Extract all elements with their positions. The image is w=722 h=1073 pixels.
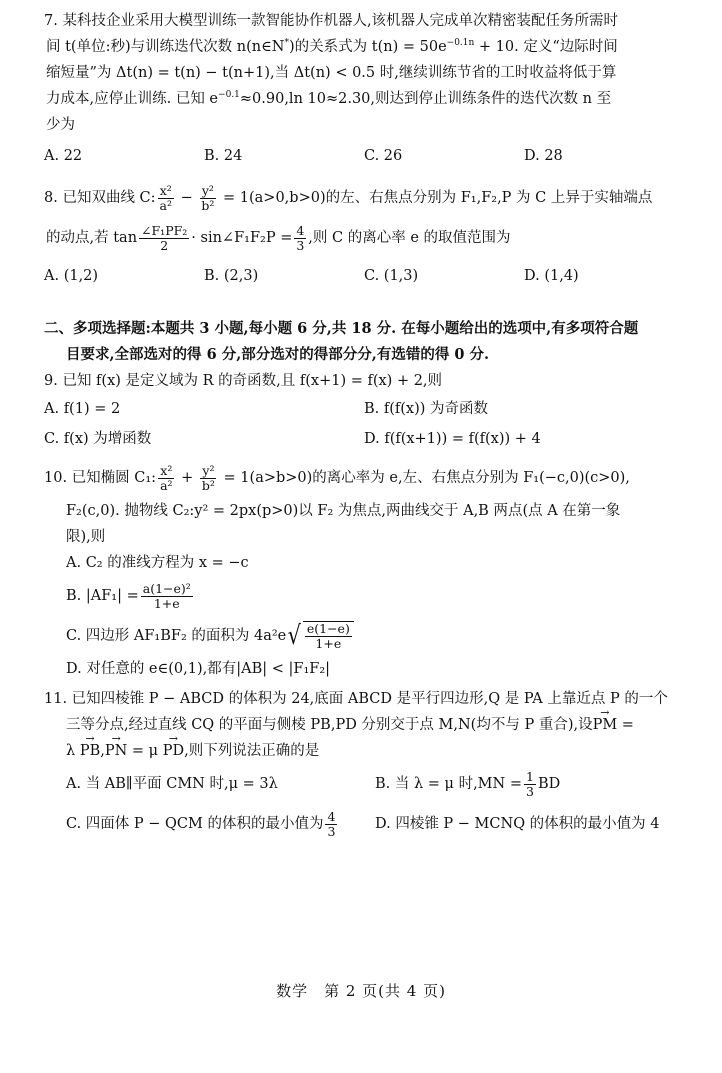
- q11-l3b: ,: [100, 743, 105, 759]
- q7-line-1: 7. 某科技企业采用大模型训练一款智能协作机器人,该机器人完成单次精密装配任务所需时: [44, 13, 619, 29]
- q8-l2b: · sin∠F₁F₂P =: [191, 230, 293, 246]
- q11-line-2: [44, 712, 684, 738]
- q10-optb-d: 1+e: [153, 595, 180, 611]
- q10-fx-n: x²: [160, 462, 173, 478]
- q11-vec-pb: → PB: [80, 738, 100, 764]
- q8-f43-n: 4: [296, 222, 305, 238]
- q7-options: [44, 142, 684, 170]
- q11-line-1: 11. 已知四棱锥 P − ABCD 的体积为 24,底面 ABCD 是平行四边形,Q 是 PA 上靠近点 P 的一个: [44, 691, 668, 707]
- q11-eq: =: [617, 717, 634, 733]
- q8-option-b: B. (2,3): [204, 268, 259, 284]
- q8-fx-d: a²: [159, 197, 173, 213]
- q7-l2sup: −0.1n: [446, 38, 475, 48]
- q11-optc-n: 4: [327, 808, 336, 824]
- section-2-line-1: 二、多项选择题:本题共 3 小题,每小题 6 分,共 18 分. 在每小题给出的选项中,有多项符合题: [44, 320, 639, 337]
- q11-options-row-2: [44, 804, 684, 844]
- question-8: [44, 178, 684, 290]
- section-2-heading: [44, 316, 684, 368]
- q9-line-1: 9. 已知 f(x) 是定义域为 R 的奇函数,且 f(x+1) = f(x) + 2,则: [44, 373, 443, 389]
- q8-minus: −: [176, 190, 198, 206]
- q7-line-5: 少为: [46, 117, 75, 133]
- q8-fy-d: b²: [201, 197, 215, 213]
- question-10: [44, 458, 684, 682]
- q9-option-b: B. f(f(x)) 为奇函数: [364, 401, 489, 417]
- q11-optc-frac: [325, 810, 337, 839]
- q10-line-2: F₂(c,0). 抛物线 C₂:y² = 2px(p>0)以 F₂ 为焦点,两曲线交于 A,B 两点(点 A 在第一象: [66, 503, 621, 519]
- q11-optb-frac: [524, 770, 536, 799]
- q8-fang-d: 2: [160, 237, 169, 253]
- q8-frac-angle: [139, 224, 189, 253]
- q8-l1a: 8. 已知双曲线 C:: [44, 190, 156, 206]
- q10-fx-d: a²: [160, 477, 173, 493]
- q8-option-c: C. (1,3): [364, 268, 419, 284]
- q10-frac-x: [158, 464, 174, 493]
- q11-l2a: 三等分点,经过直线 CQ 的平面与侧棱 PB,PD 分别交于点 M,N(均不与 P 重合),设: [66, 717, 593, 733]
- q9-option-d: D. f(f(x+1)) = f(f(x)) + 4: [364, 431, 541, 447]
- q8-fx-n: x²: [159, 182, 172, 198]
- q8-fang-n: ∠F₁PF₂: [141, 222, 188, 238]
- q10-option-d: D. 对任意的 e∈(0,1),都有|AB| < |F₁F₂|: [66, 661, 331, 677]
- q7-l2c: )的关系式为 t(n) = 50e: [289, 39, 447, 55]
- q7-option-d: D. 28: [524, 148, 563, 164]
- q10-optb-n: a(1−e)²: [142, 580, 191, 596]
- q11-option-a: A. 当 AB∥平面 CMN 时,μ = 3λ: [66, 776, 278, 792]
- q8-f43-d: 3: [296, 237, 305, 253]
- q10-optb-frac: [141, 582, 193, 611]
- q10-optc-sqrt-body: [303, 621, 354, 651]
- q8-l2c: ,则 C 的离心率 e 的取值范围为: [308, 230, 511, 246]
- q11-l3c: = μ: [127, 743, 163, 759]
- q10-fy-d: b²: [201, 477, 215, 493]
- q11-optb-n: 1: [525, 768, 534, 784]
- q9-option-a: A. f(1) = 2: [44, 401, 121, 417]
- section-2-line-2: 目要求,全部选对的得 6 分,部分选对的得部分分,有选错的得 0 分.: [66, 346, 490, 363]
- q11-l3d: ,则下列说法正确的是: [184, 743, 320, 759]
- q11-options-row-1: [44, 764, 684, 804]
- q10-optb-pre: B. |AF₁| =: [66, 588, 139, 604]
- q8-options: [44, 262, 684, 290]
- q11-vec-pn: → PN: [105, 738, 127, 764]
- q11-vec-pm: → PM: [593, 712, 618, 738]
- q11-option-d: D. 四棱锥 P − MCNQ 的体积的最小值为 4: [375, 816, 660, 832]
- q11-optc-d: 3: [327, 823, 336, 839]
- q10-line-3: 限),则: [66, 529, 106, 545]
- q10-optc-sqrt: [286, 621, 354, 651]
- q8-frac-x: [158, 184, 174, 213]
- q8-line-2: [44, 218, 684, 258]
- q10-l1b: = 1(a>b>0)的离心率为 e,左、右焦点分别为 F₁(−c,0)(c>0),: [218, 470, 630, 486]
- q7-line-3: 缩短量”为 Δt(n) = t(n) − t(n+1),当 Δt(n) < 0.5 时,继续训练节省的工时收益将低于算: [46, 65, 617, 81]
- q7-option-a: A. 22: [44, 148, 83, 164]
- page-footer: 数学 第 2 页(共 4 页): [276, 982, 446, 1000]
- q10-optc-d: 1+e: [315, 636, 342, 651]
- sqrt-sign-icon: √: [287, 621, 302, 651]
- q7-option-c: C. 26: [364, 148, 403, 164]
- q10-l1a: 10. 已知椭圆 C₁:: [44, 470, 157, 486]
- q9-option-c: C. f(x) 为增函数: [44, 431, 152, 447]
- q10-optc-pre: C. 四边形 AF₁BF₂ 的面积为 4a²e: [66, 628, 287, 644]
- q10-line-1: [44, 458, 684, 498]
- q7-l2a: 间 t(单位:秒)与训练迭代次数 n(n∈N: [46, 39, 285, 55]
- q8-option-a: A. (1,2): [44, 268, 99, 284]
- q8-frac-43: [294, 224, 306, 253]
- q11-option-c: [66, 804, 375, 844]
- q10-option-b: [44, 576, 684, 616]
- q10-plus: +: [176, 470, 198, 486]
- question-11: [44, 686, 684, 844]
- q7-option-b: B. 24: [204, 148, 243, 164]
- q8-option-d: D. (1,4): [524, 268, 579, 284]
- q7-l4a: 力成本,应停止训练. 已知 e: [46, 91, 219, 107]
- question-9: [44, 368, 684, 454]
- q11-line-3: [44, 738, 684, 764]
- q10-frac-y: [200, 464, 217, 493]
- q9-options-row-1: [44, 394, 684, 424]
- q8-l2a: 的动点,若 tan: [46, 230, 138, 246]
- q8-fy-n: y²: [201, 182, 214, 198]
- q7-l2d: + 10. 定义“边际时间: [474, 39, 618, 55]
- q8-frac-y: [199, 184, 216, 213]
- q7-line-4: [44, 86, 684, 112]
- q7-l4b: ≈0.90,ln 10≈2.30,则达到停止训练条件的迭代次数 n 至: [239, 91, 612, 107]
- q11-optc-pre: C. 四面体 P − QCM 的体积的最小值为: [66, 816, 324, 832]
- q7-l4sup: −0.1: [218, 90, 240, 100]
- q10-optc-frac: [305, 622, 352, 651]
- q10-fy-n: y²: [202, 462, 215, 478]
- q11-optb-d: 3: [525, 783, 534, 799]
- q8-line-1: [44, 178, 684, 218]
- q8-l1b: = 1(a>0,b>0)的左、右焦点分别为 F₁,F₂,P 为 C 上异于实轴端点: [218, 190, 653, 206]
- question-7: [44, 8, 684, 170]
- q10-optc-n: e(1−e): [306, 621, 350, 636]
- q7-l2b: *: [284, 38, 289, 48]
- q11-optb-post: BD: [537, 776, 561, 792]
- q11-l3a: λ: [66, 743, 80, 759]
- q7-line-2: [44, 34, 684, 60]
- q11-option-b: [375, 764, 684, 804]
- q11-optb-pre: B. 当 λ = μ 时,MN =: [375, 776, 522, 792]
- q10-option-a: A. C₂ 的准线方程为 x = −c: [66, 555, 249, 571]
- q10-option-c: [44, 616, 684, 656]
- q11-vec-pd: → PD: [163, 738, 184, 764]
- q9-options-row-2: [44, 424, 684, 454]
